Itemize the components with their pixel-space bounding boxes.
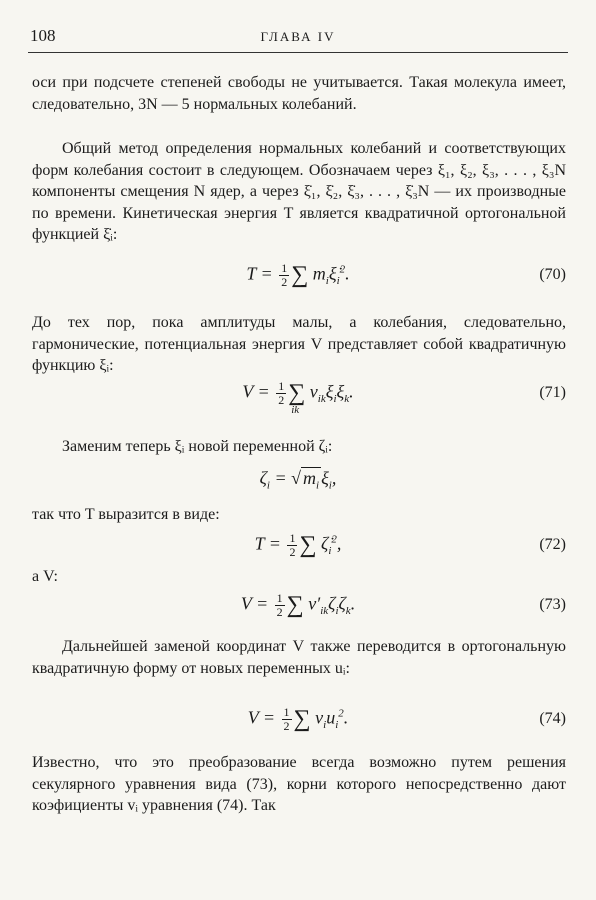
equation-substitution-formula: $\zeta_i$ = √ $m_i$ $\xi_i$,: [259, 468, 337, 492]
equation-72-number: (72): [539, 536, 566, 553]
equation-70-number: (70): [539, 266, 566, 283]
equation-72-formula: T = $\frac{1}{2}$ ∑ $\zetȧ_i^2$,: [254, 531, 342, 559]
equation-74-formula: V = $\frac{1}{2}$ ∑ $v_iu_i^2$.: [247, 705, 349, 733]
equation-72: [0, 532, 596, 562]
running-head: ГЛАВА IV: [260, 29, 336, 44]
page-header: [30, 26, 566, 50]
page-number: 108: [30, 26, 56, 45]
equation-73-number: (73): [539, 596, 566, 613]
equation-73-formula: V = $\frac{1}{2}$ ∑ $v'_{ik}\zeta_i\zeta_k$.: [240, 591, 356, 619]
paragraph-2: Общий метод определения нормальных колебаний и соответствующих форм колебания состоит в следующем. Обозначаем через ξ₁, ξ₂, ξ₃, . . . , ξ₃N компоненты смещения N ядер, а через ξ̇₁, ξ̇₂, ξ̇₃, . . . , ξ̇₃N — их производные по времени. Кинетическая энергия T является квадратичной ортогональной функцией ξ̇ᵢ:: [32, 140, 566, 243]
equation-73: [0, 592, 596, 622]
header-rule: [28, 52, 568, 53]
paragraph-4: Заменим теперь ξᵢ новой переменной ζᵢ:: [62, 438, 333, 455]
equation-74: [0, 706, 596, 736]
equation-70-formula: T = $\frac{1}{2}$ ∑ $m_i\xi̇_i^2$.: [246, 261, 350, 289]
equation-71-formula: V = $\frac{1}{2}$ ∑ ik $v_{ik}\xi_i\xi_k$.: [242, 379, 354, 416]
paragraph-8: Известно, что это преобразование всегда возможно путем решения секулярного уравнения вида (73), корни которого непосредственно дают коэфициенты vᵢ уравнения (74). Так: [32, 754, 566, 814]
paragraph-6: а V:: [32, 568, 58, 585]
paragraph-1: оси при подсчете степеней свободы не учитывается. Такая молекула имеет, следовательно, 3N — 5 нормальных колебаний.: [32, 74, 566, 113]
equation-substitution: [0, 468, 596, 498]
equation-71: [0, 379, 596, 416]
paragraph-3: До тех пор, пока амплитуды малы, а колебания, следовательно, гармонические, потенциальная энергия V представляет собой квадратичную функцию ξᵢ:: [32, 314, 566, 374]
equation-71-number: (71): [539, 384, 566, 401]
paragraph-5: так что T выразится в виде:: [32, 506, 220, 523]
paragraph-7: Дальнейшей заменой координат V также переводится в ортогональную квадратичную форму от новых переменных uᵢ:: [32, 638, 566, 677]
equation-70: [0, 262, 596, 292]
equation-74-number: (74): [539, 710, 566, 727]
